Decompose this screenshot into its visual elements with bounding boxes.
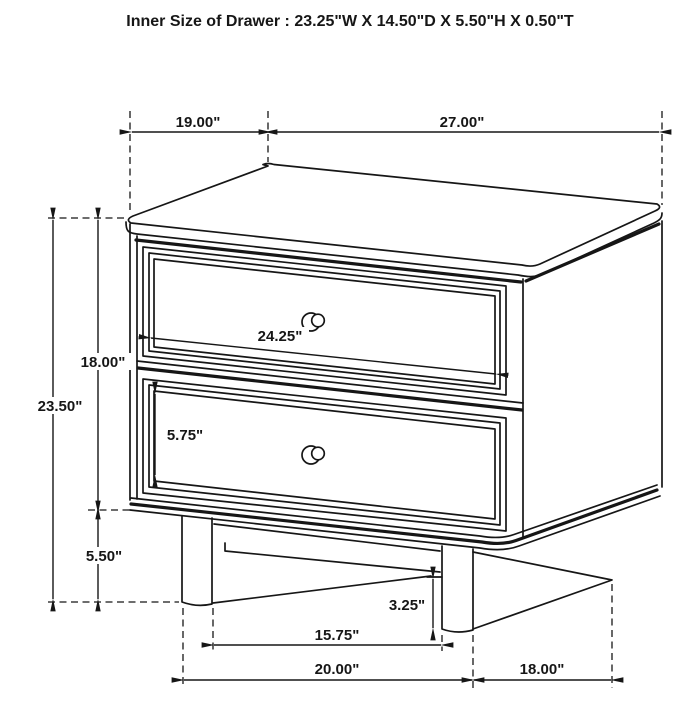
dim-leg-inner-span-label: 15.75" — [314, 627, 360, 644]
dim-base-width-label: 18.00" — [519, 661, 565, 678]
dim-case-height-label: 18.00" — [80, 354, 126, 371]
diagram-title: Inner Size of Drawer : 23.25"W X 14.50"D X 5.50"H X 0.50"T — [126, 13, 574, 30]
dim-drawer-face-height-label: 5.75" — [166, 427, 204, 444]
dim-drawer-inner-width-label: 24.25" — [257, 328, 303, 345]
dim-top-width-label: 27.00" — [439, 114, 485, 131]
knob-inner-ring-icon — [312, 314, 325, 327]
knob-inner-ring-icon — [312, 447, 325, 460]
dim-overall-height-label: 23.50" — [37, 398, 83, 415]
dim-base-height-label: 5.50" — [85, 548, 123, 565]
dim-top-depth-label: 19.00" — [175, 114, 221, 131]
dim-base-depth-label: 20.00" — [314, 661, 360, 678]
dim-base-clearance-label: 3.25" — [388, 597, 426, 614]
